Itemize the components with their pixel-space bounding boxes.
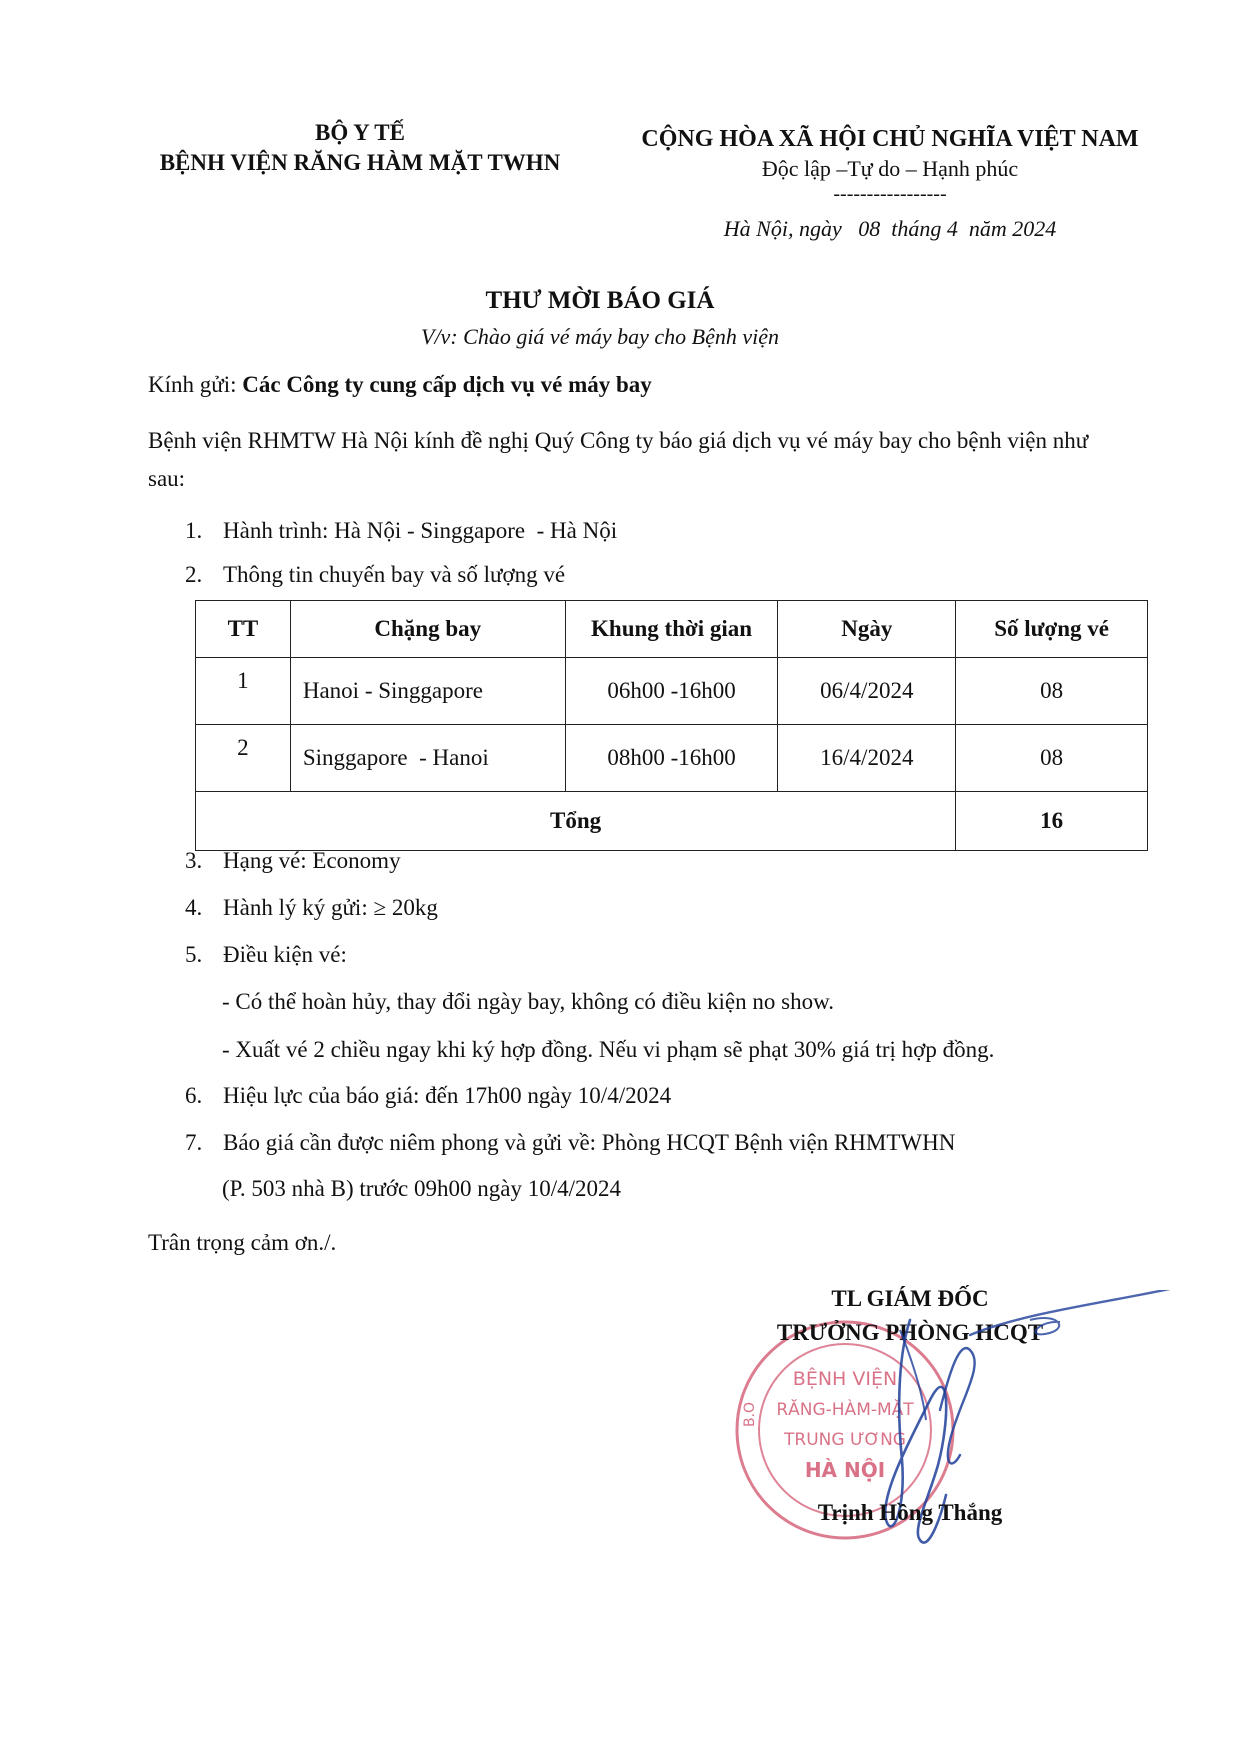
table-cell: 08 — [956, 658, 1148, 725]
stamp-line: HÀ NỘI — [804, 1458, 886, 1482]
issuer-header — [110, 118, 610, 178]
column-header: TT — [196, 601, 291, 658]
stamp-side-text: B.O — [742, 1401, 758, 1427]
hospital-name: BỆNH VIỆN RĂNG HÀM MẶT TWHN — [159, 150, 561, 175]
column-header: Ngày — [778, 601, 956, 658]
table-cell: 16/4/2024 — [778, 725, 956, 792]
stamp-line: BỆNH VIỆN — [792, 1368, 898, 1390]
national-motto: Độc lập –Tự do – Hạnh phúc — [761, 156, 1019, 181]
signer-title: TRƯỞNG PHÒNG HCQT — [776, 1320, 1044, 1345]
item-number: 7. — [185, 1130, 203, 1155]
column-header: Số lượng vé — [956, 601, 1148, 658]
item-text: Báo giá cần được niêm phong và gửi về: Phòng HCQT Bệnh viện RHMTWHN — [223, 1130, 956, 1155]
document-subject: V/v: Chào giá vé máy bay cho Bệnh viện — [421, 324, 779, 349]
item-number: 5. — [185, 942, 203, 967]
condition-line: - Xuất vé 2 chiều ngay khi ký hợp đồng. Nếu vi phạm sẽ phạt 30% giá trị hợp đồng. — [222, 1037, 995, 1062]
nation-name: CỘNG HÒA XÃ HỘI CHỦ NGHĨA VIỆT NAM — [641, 126, 1139, 152]
item-number: 2. — [185, 562, 203, 587]
item-text: Hiệu lực của báo giá: đến 17h00 ngày 10/4/2024 — [223, 1083, 672, 1108]
table-cell: 06h00 -16h00 — [565, 658, 778, 725]
item-number: 6. — [185, 1083, 203, 1108]
item-continuation: (P. 503 nhà B) trước 09h00 ngày 10/4/2024 — [222, 1176, 621, 1201]
list-item — [185, 848, 401, 874]
total-label: Tổng — [196, 792, 956, 851]
column-header: Khung thời gian — [565, 601, 778, 658]
table-cell: Singgapore - Hanoi — [290, 725, 565, 792]
table-cell: 2 — [196, 725, 291, 792]
signer-name: Trịnh Hồng Thắng — [817, 1500, 1003, 1525]
table-cell: 08 — [956, 725, 1148, 792]
stamp-line: RĂNG-HÀM-MẶT — [776, 1400, 914, 1420]
table-cell: 06/4/2024 — [778, 658, 956, 725]
table-header-row — [196, 601, 1148, 658]
item-text: Điều kiện vé: — [223, 942, 347, 967]
list-item — [185, 562, 565, 588]
total-value: 16 — [956, 792, 1148, 851]
recipient-label: Kính gửi: — [148, 372, 243, 397]
place-date: Hà Nội, ngày 08 tháng 4 năm 2024 — [723, 216, 1057, 241]
item-number: 4. — [185, 895, 203, 920]
table-cell: 08h00 -16h00 — [565, 725, 778, 792]
recipient-value: Các Công ty cung cấp dịch vụ vé máy bay — [242, 372, 652, 397]
table-row — [196, 725, 1148, 792]
stamp-line: TRUNG ƯƠNG — [784, 1430, 906, 1450]
item-text: Hành lý ký gửi: ≥ 20kg — [223, 895, 438, 920]
table-cell: Hanoi - Singgapore — [290, 658, 565, 725]
table-cell: 1 — [196, 658, 291, 725]
list-item — [185, 895, 438, 921]
list-item — [185, 1130, 955, 1156]
recipient-line — [148, 372, 652, 398]
item-text: Hành trình: Hà Nội - Singgapore - Hà Nội — [223, 518, 618, 543]
list-item — [185, 1083, 671, 1109]
column-header: Chặng bay — [290, 601, 565, 658]
table-row — [196, 658, 1148, 725]
national-header — [620, 124, 1160, 204]
closing-line: Trân trọng cảm ơn./. — [148, 1230, 337, 1255]
table-total-row — [196, 792, 1148, 851]
item-number: 3. — [185, 848, 203, 873]
item-number: 1. — [185, 518, 203, 543]
item-text: Hạng vé: Economy — [223, 848, 401, 873]
motto-underline: ----------------- — [833, 183, 947, 205]
item-text: Thông tin chuyến bay và số lượng vé — [223, 562, 566, 587]
document-title: THƯ MỜI BÁO GIÁ — [485, 287, 715, 314]
ministry-name: BỘ Y TẾ — [315, 120, 405, 145]
condition-line: - Có thể hoàn hủy, thay đổi ngày bay, không có điều kiện no show. — [222, 989, 834, 1014]
intro-paragraph: Bệnh viện RHMTW Hà Nội kính đề nghị Quý Công ty báo giá dịch vụ vé máy bay cho bệnh viện như sau: — [148, 428, 1089, 491]
list-item — [185, 518, 617, 544]
flight-table — [195, 600, 1148, 851]
list-item — [185, 942, 347, 968]
signer-authority: TL GIÁM ĐỐC — [831, 1286, 989, 1311]
